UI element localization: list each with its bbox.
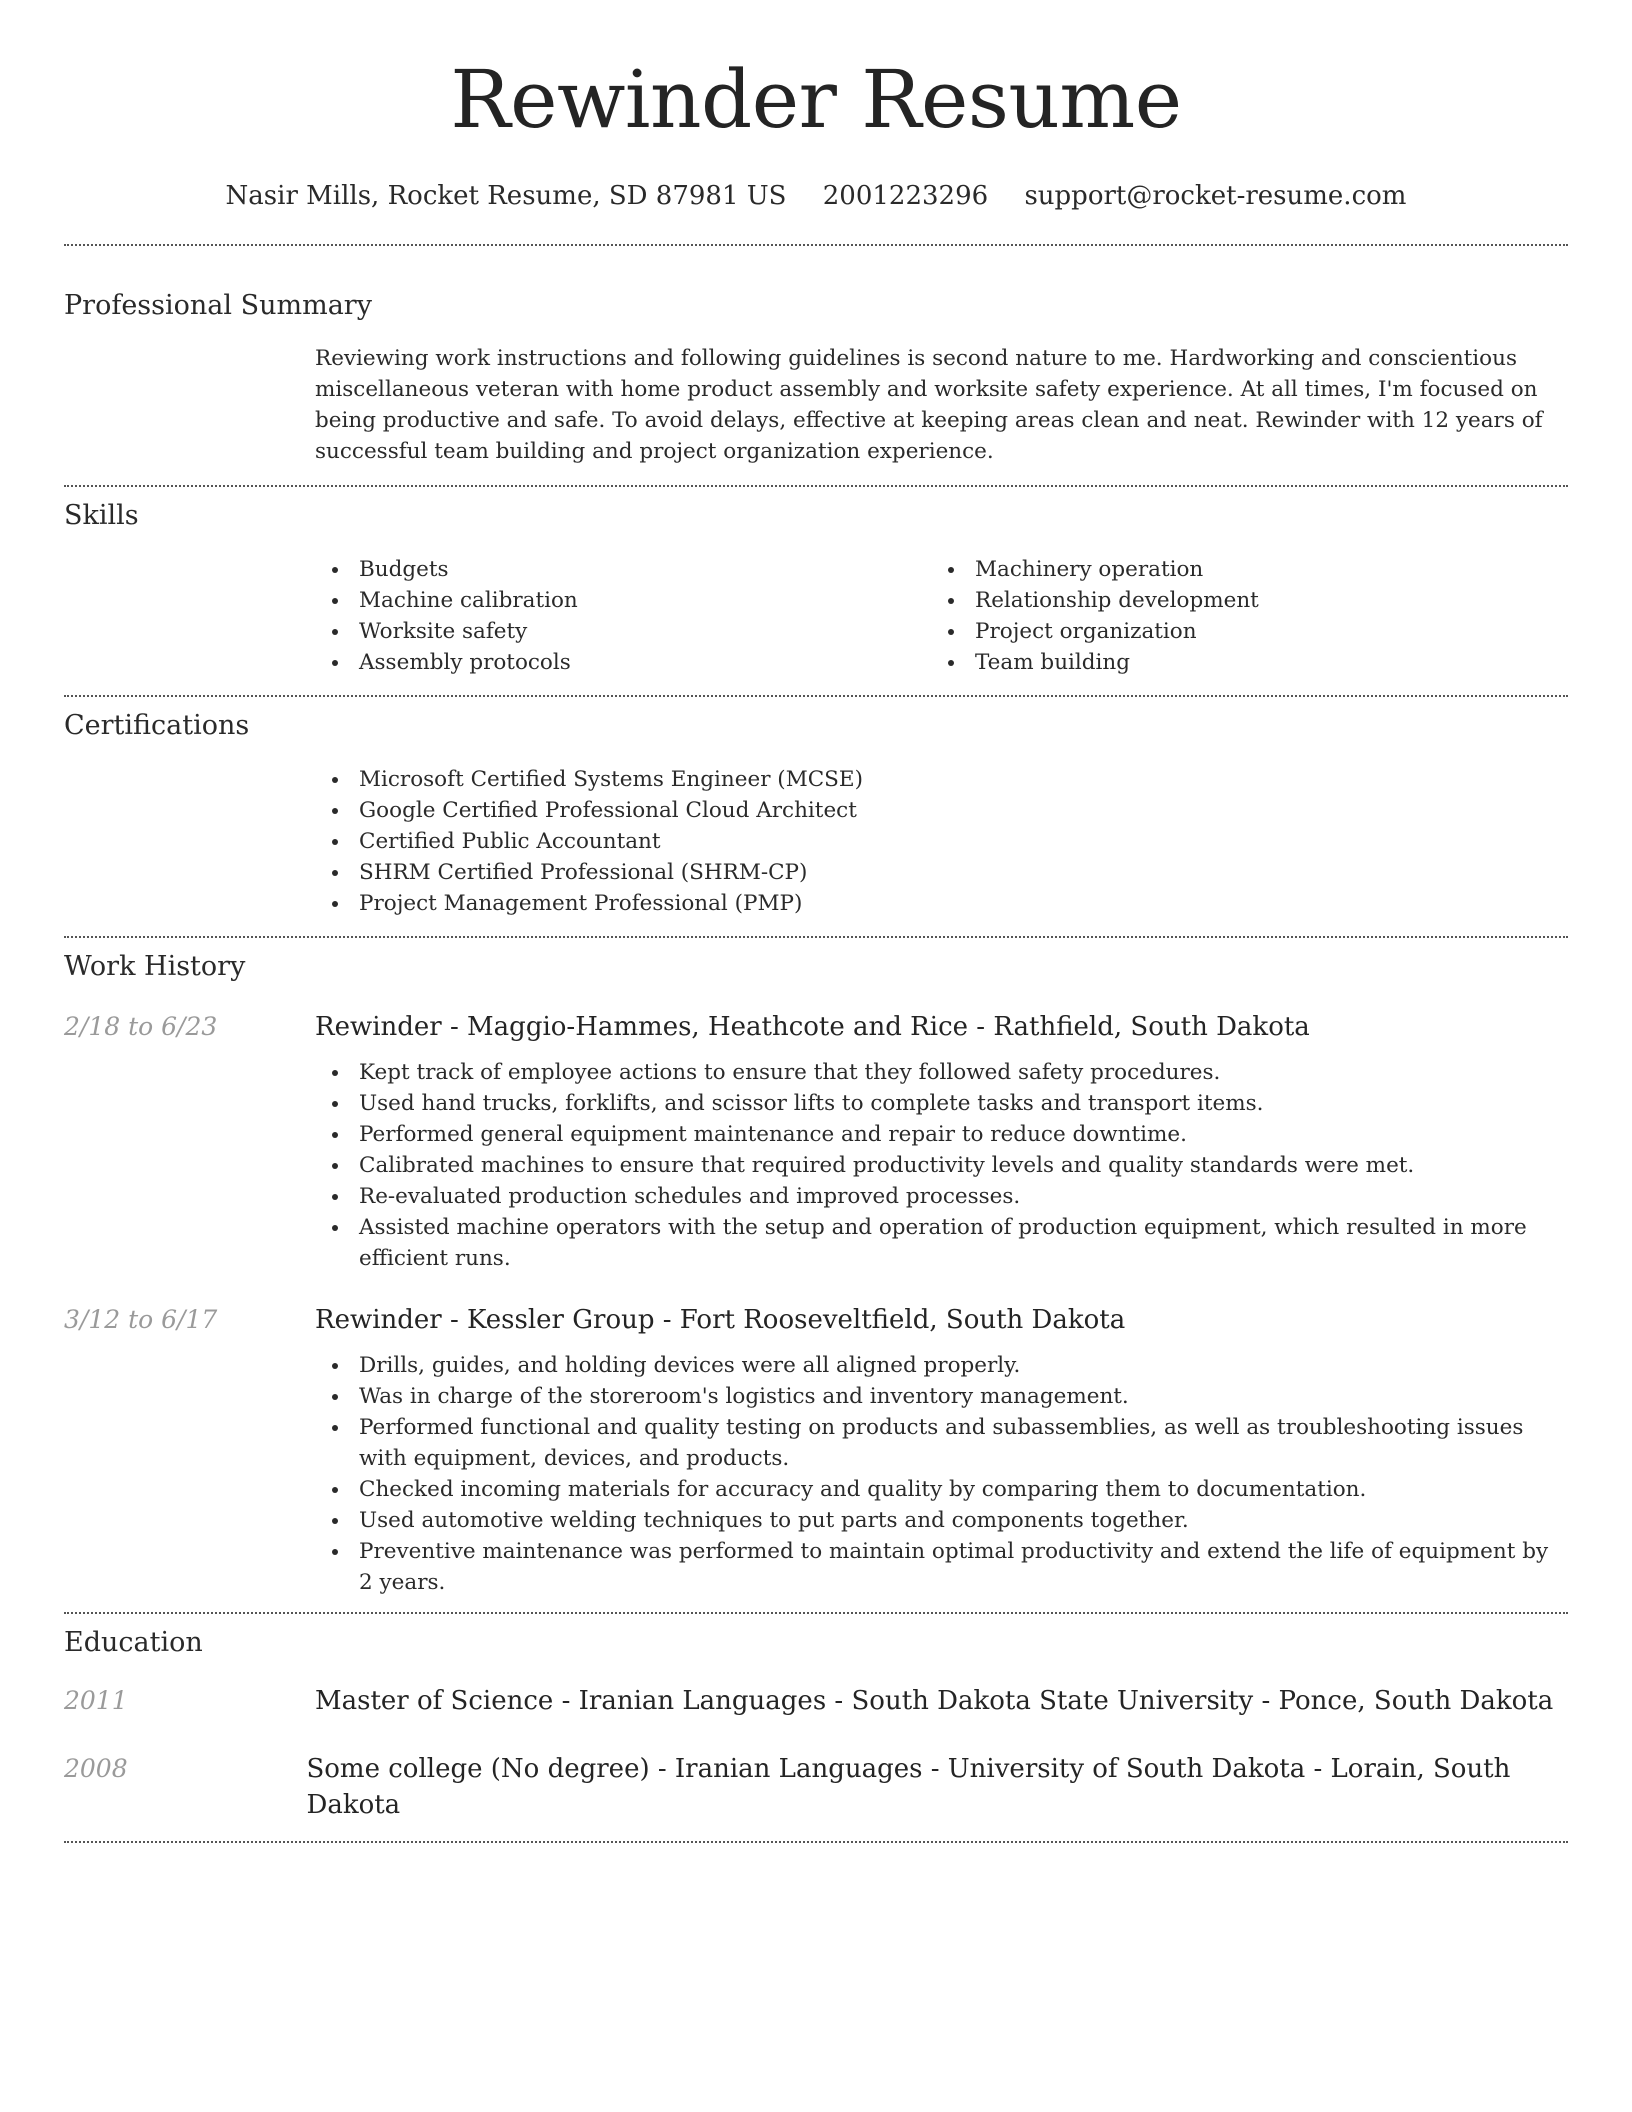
list-item: Calibrated machines to ensure that required productivity levels and quality standards were met.	[315, 1150, 1568, 1181]
education-entry	[64, 1683, 1568, 1719]
job-title: Rewinder - Kessler Group - Fort Rooseveltfield, South Dakota	[315, 1305, 1126, 1335]
contact-email: support@rocket-resume.com	[1024, 181, 1407, 211]
section-title-summary: Professional Summary	[64, 290, 372, 321]
job-header	[64, 1302, 1568, 1338]
job-entry	[64, 1302, 1568, 1598]
contact-address: Nasir Mills, Rocket Resume, SD 87981 US	[225, 181, 787, 211]
list-item: Project Management Professional (PMP)	[315, 888, 1568, 919]
skills-list-right	[931, 554, 1547, 678]
job-bullets	[315, 1350, 1568, 1598]
list-item: Performed general equipment maintenance and repair to reduce downtime.	[315, 1119, 1568, 1150]
job-dates: 3/12 to 6/17	[64, 1305, 218, 1334]
list-item: Machinery operation	[931, 554, 1547, 585]
education-section	[64, 1614, 1568, 1823]
certifications-list	[315, 764, 1568, 919]
candidate-name: Rewinder Resume	[450, 53, 1182, 146]
list-item: Re-evaluated production schedules and improved processes.	[315, 1181, 1568, 1212]
certifications-section	[64, 697, 1568, 919]
list-item: Worksite safety	[315, 616, 931, 647]
summary-text: Reviewing work instructions and following guidelines is second nature to me. Hardworking and conscientious miscellaneous veteran with home product assembly and worksite safety experience. At all times, I'm focused on being productive and safe. To avoid delays, effective at keeping areas clean and neat. Rewinder with 12 years of successful team building and project organization experience.	[315, 346, 1543, 464]
list-item: Performed functional and quality testing on products and subassemblies, as well as troubleshooting issues with equipment, devices, and products.	[315, 1412, 1568, 1474]
education-entry	[64, 1751, 1568, 1823]
education-year: 2011	[64, 1686, 128, 1715]
list-item: Kept track of employee actions to ensure that they followed safety procedures.	[315, 1057, 1568, 1088]
list-item: Team building	[931, 647, 1547, 678]
divider	[64, 1841, 1568, 1843]
list-item: Was in charge of the storeroom's logistics and inventory management.	[315, 1381, 1568, 1412]
education-degree: Some college (No degree) - Iranian Languages - University of South Dakota - Lorain, South Dakota	[306, 1754, 1511, 1820]
list-item: Used hand trucks, forklifts, and scissor lifts to complete tasks and transport items.	[315, 1088, 1568, 1119]
list-item: Assembly protocols	[315, 647, 931, 678]
list-item: Used automotive welding techniques to put parts and components together.	[315, 1505, 1568, 1536]
contact-line	[64, 178, 1568, 214]
resume-header	[64, 0, 1568, 214]
list-item: Microsoft Certified Systems Engineer (MCSE)	[315, 764, 1568, 795]
education-degree: Master of Science - Iranian Languages - South Dakota State University - Ponce, South Dakota	[315, 1686, 1554, 1716]
list-item: Preventive maintenance was performed to maintain optimal productivity and extend the life of equipment by 2 years.	[315, 1536, 1568, 1598]
skills-list-left	[315, 554, 931, 678]
education-year: 2008	[64, 1754, 128, 1783]
work-section	[64, 938, 1568, 1598]
skills-section	[64, 487, 1568, 678]
section-title-education: Education	[64, 1627, 203, 1658]
section-title-work: Work History	[64, 951, 246, 982]
job-entry	[64, 1009, 1568, 1274]
list-item: Budgets	[315, 554, 931, 585]
list-item: Project organization	[931, 616, 1547, 647]
list-item: Google Certified Professional Cloud Architect	[315, 795, 1568, 826]
list-item: Certified Public Accountant	[315, 826, 1568, 857]
list-item: SHRM Certified Professional (SHRM-CP)	[315, 857, 1568, 888]
list-item: Relationship development	[931, 585, 1547, 616]
list-item: Checked incoming materials for accuracy and quality by comparing them to documentation.	[315, 1474, 1568, 1505]
job-dates: 2/18 to 6/23	[64, 1012, 218, 1041]
summary-section	[64, 246, 1568, 467]
skills-grid	[315, 554, 1568, 678]
job-header	[64, 1009, 1568, 1045]
section-title-certifications: Certifications	[64, 710, 250, 741]
list-item: Machine calibration	[315, 585, 931, 616]
contact-phone: 2001223296	[822, 181, 989, 211]
job-title: Rewinder - Maggio-Hammes, Heathcote and Rice - Rathfield, South Dakota	[315, 1012, 1310, 1042]
list-item: Assisted machine operators with the setup and operation of production equipment, which resulted in more efficient runs.	[315, 1212, 1568, 1274]
section-title-skills: Skills	[64, 500, 139, 531]
job-bullets	[315, 1057, 1568, 1274]
list-item: Drills, guides, and holding devices were all aligned properly.	[315, 1350, 1568, 1381]
